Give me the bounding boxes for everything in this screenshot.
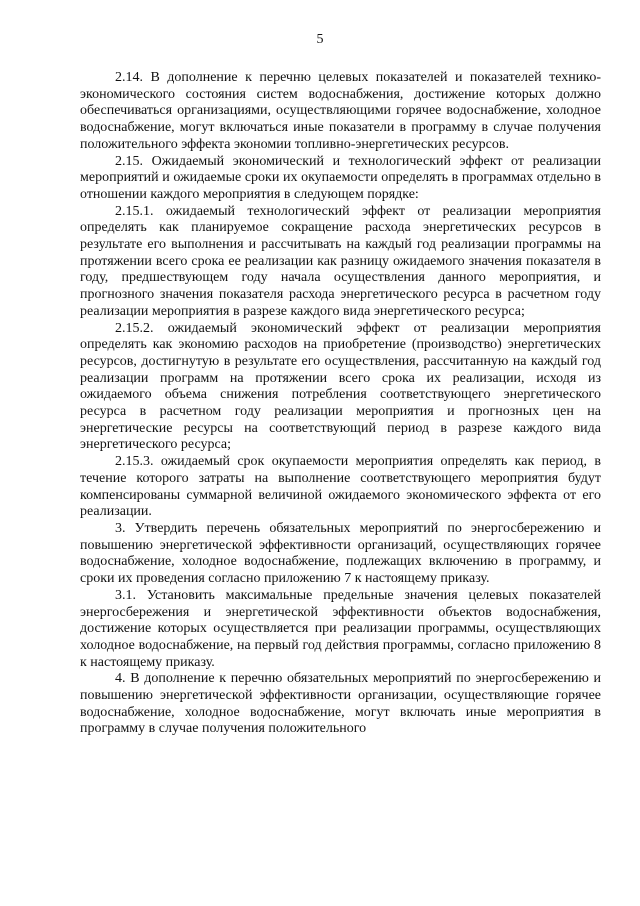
- paragraph-2-14: 2.14. В дополнение к перечню целевых показателей и показателей технико-экономического состояния систем водоснабжения, достижение которых должно обеспечиваться организациями, осуществляющими горячее водоснабжение, холодное водоснабжение, могут включаться иные показатели в программу в случае получения положительного эффекта экономии топливно-энергетических ресурсов.: [80, 70, 601, 152]
- paragraph-2-15: 2.15. Ожидаемый экономический и технологический эффект от реализации мероприятий и ожидаемые сроки их окупаемости определять в программах отдельно в отношении каждого мероприятия в следующем порядке:: [80, 153, 601, 202]
- document-body: [80, 70, 601, 738]
- paragraph-3-1: 3.1. Установить максимальные предельные значения целевых показателей энергосбережения и энергетической эффективности объектов водоснабжения, достижение которых осуществляется при реализации программы, осуществляющих холодное водоснабжение, на первый год действия программы, согласно приложению 8 к настоящему приказу.: [80, 587, 601, 670]
- paragraph-2-15-2: 2.15.2. ожидаемый экономический эффект от реализации мероприятия определять как экономию расходов на приобретение (производство) энергетических ресурсов, достигнутую в результате его осуществления, рассчитанную на каждый год реализации программ на протяжении всего срока их реализации, исходя из ожидаемого объема снижения потребления соответствующего энергетического ресурса в расчетном году реализации мероприятия и прогнозных цен на энергетические ресурсы на соответствующий период в разрезе каждого вида энергетического ресурса;: [80, 320, 601, 453]
- paragraph-4: 4. В дополнение к перечню обязательных мероприятий по энергосбережению и повышению энергетической эффективности организации, осуществляющие горячее водоснабжение, холодное водоснабжение, могут включать иные мероприятия в программу в случае получения положительного: [80, 671, 601, 737]
- paragraph-2-15-1: 2.15.1. ожидаемый технологический эффект от реализации мероприятия определять как планируемое сокращение расхода энергетических ресурсов в результате его выполнения и рассчитывать на каждый год реализации программы на протяжении всего срока ее реализации как разницу ожидаемого значения показателя в году, предшествующем году начала осуществления данного мероприятия, и прогнозного значения показателя расхода энергетического ресурса в расчетном году реализации мероприятия в разрезе каждого вида энергетического ресурса;: [80, 203, 601, 319]
- paragraph-2-15-3: 2.15.3. ожидаемый срок окупаемости мероприятия определять как период, в течение которого затраты на выполнение соответствующего мероприятия будут компенсированы суммарной величиной ожидаемого экономического эффекта от его реализации.: [80, 454, 601, 520]
- page-number: 5: [316, 32, 324, 47]
- paragraph-3: 3. Утвердить перечень обязательных мероприятий по энергосбережению и повышению энергетической эффективности организаций, осуществляющих горячее водоснабжение, холодное водоснабжение, подлежащих включению в программу, и сроки их проведения согласно приложению 7 к настоящему приказу.: [80, 520, 601, 587]
